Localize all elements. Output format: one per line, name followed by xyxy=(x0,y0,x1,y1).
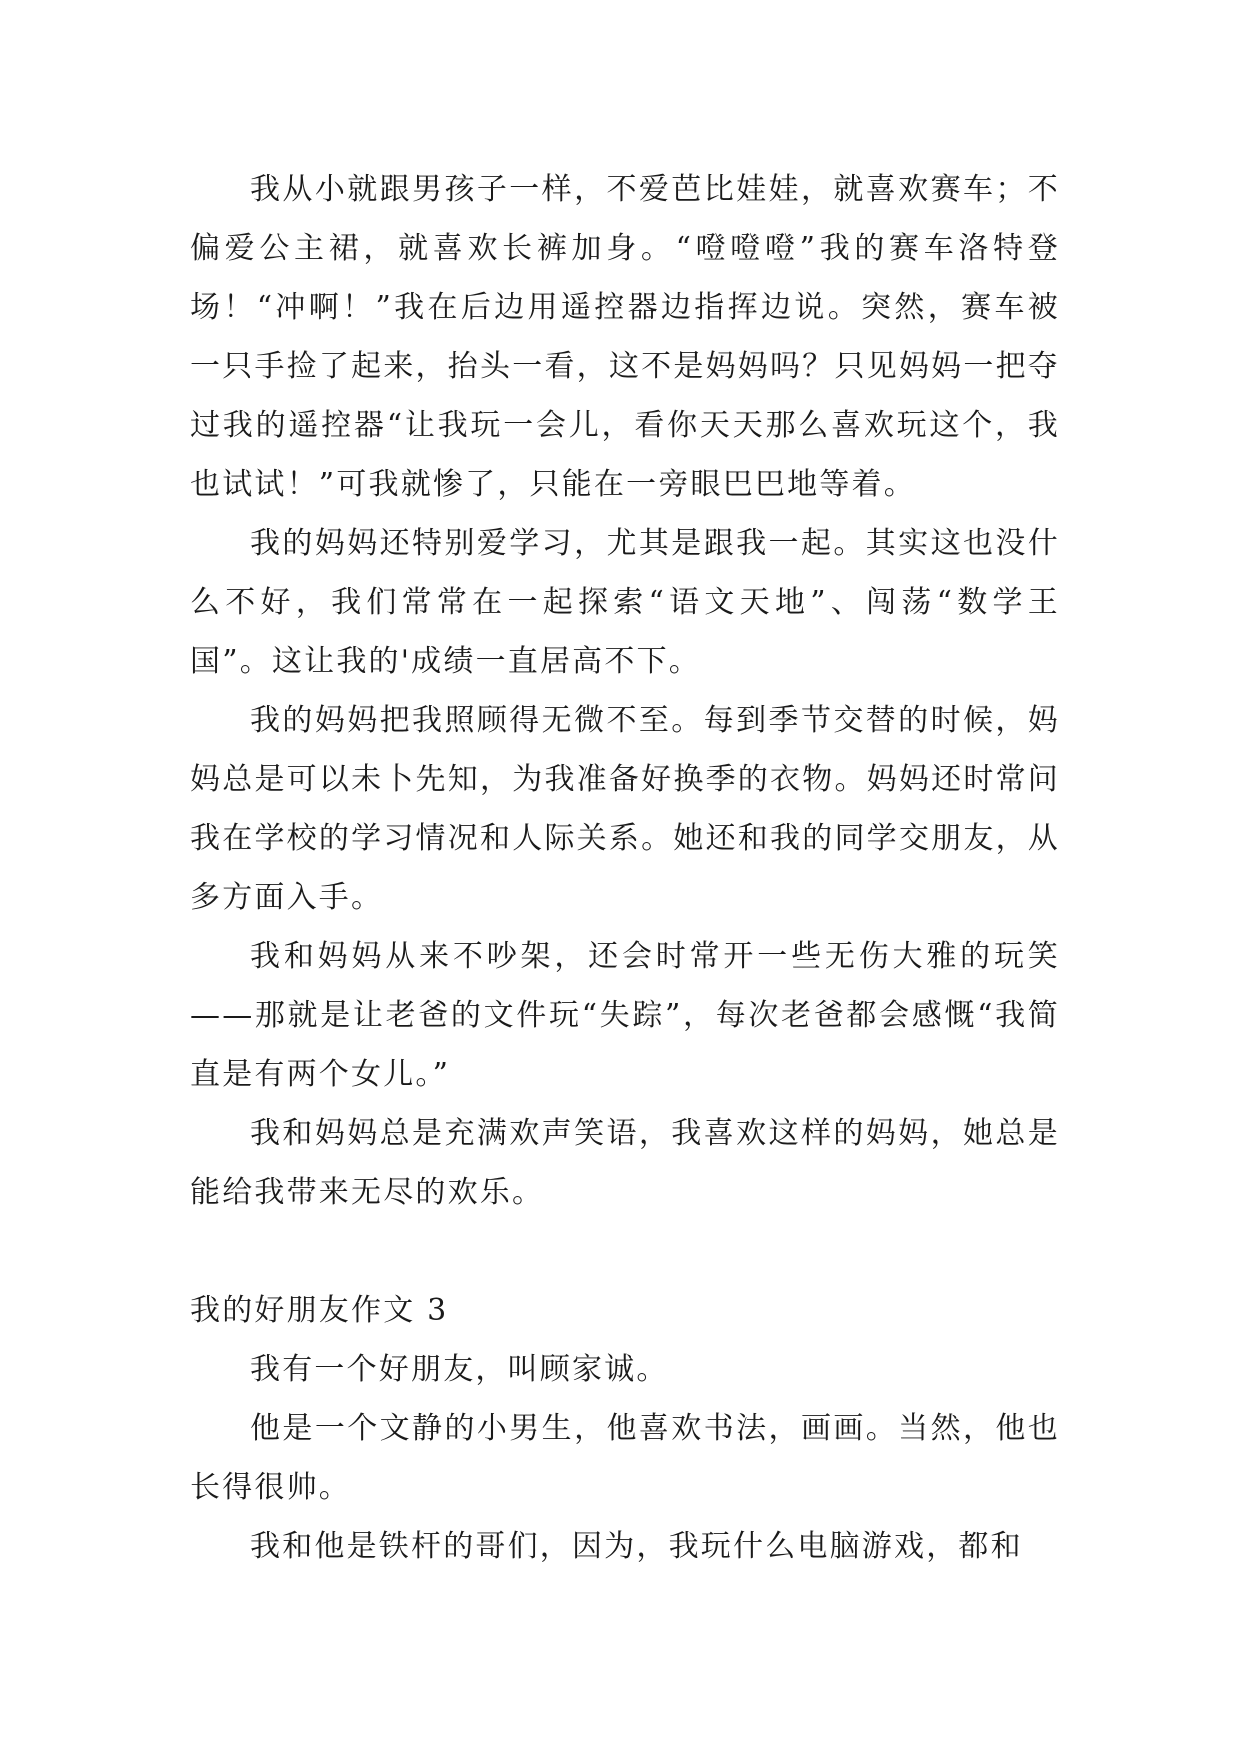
paragraph-care: 我的妈妈把我照顾得无微不至。每到季节交替的时候，妈妈总是可以未卜先知，为我准备好换季的衣物。妈妈还时常问我在学校的学习情况和人际关系。她还和我的同学交朋友，从多方面入手。 xyxy=(190,703,1060,915)
document-body xyxy=(190,160,1060,1576)
paragraph-joy: 我和妈妈总是充满欢声笑语，我喜欢这样的妈妈，她总是能给我带来无尽的欢乐。 xyxy=(190,1116,1060,1210)
paragraph-friend-hobbies: 他是一个文静的小男生，他喜欢书法，画画。当然，他也长得很帅。 xyxy=(190,1411,1060,1505)
paragraph-jokes: 我和妈妈从来不吵架，还会时常开一些无伤大雅的玩笑——那就是让老爸的文件玩“失踪”，每次老爸都会感慨“我简直是有两个女儿。” xyxy=(190,939,1060,1092)
paragraph-learning: 我的妈妈还特别爱学习，尤其是跟我一起。其实这也没什么不好，我们常常在一起探索“语文天地”、闯荡“数学王国”。这让我的'成绩一直居高不下。 xyxy=(190,526,1060,679)
section-heading: 我的好朋友作文 3 xyxy=(190,1293,449,1328)
paragraph-racing-car: 我从小就跟男孩子一样，不爱芭比娃娃，就喜欢赛车；不偏爱公主裙，就喜欢长裤加身。“噔噔噔”我的赛车洛特登场！“冲啊！”我在后边用遥控器边指挥边说。突然，赛车被一只手捡了起来，抬头一看，这不是妈妈吗？只见妈妈一把夺过我的遥控器“让我玩一会儿，看你天天那么喜欢玩这个，我也试试！”可我就惨了，只能在一旁眼巴巴地等着。 xyxy=(190,172,1060,502)
paragraph-friend-intro: 我有一个好朋友，叫顾家诚。 xyxy=(250,1352,669,1387)
paragraph-friend-games: 我和他是铁杆的哥们，因为，我玩什么电脑游戏，都和 xyxy=(250,1529,1023,1564)
